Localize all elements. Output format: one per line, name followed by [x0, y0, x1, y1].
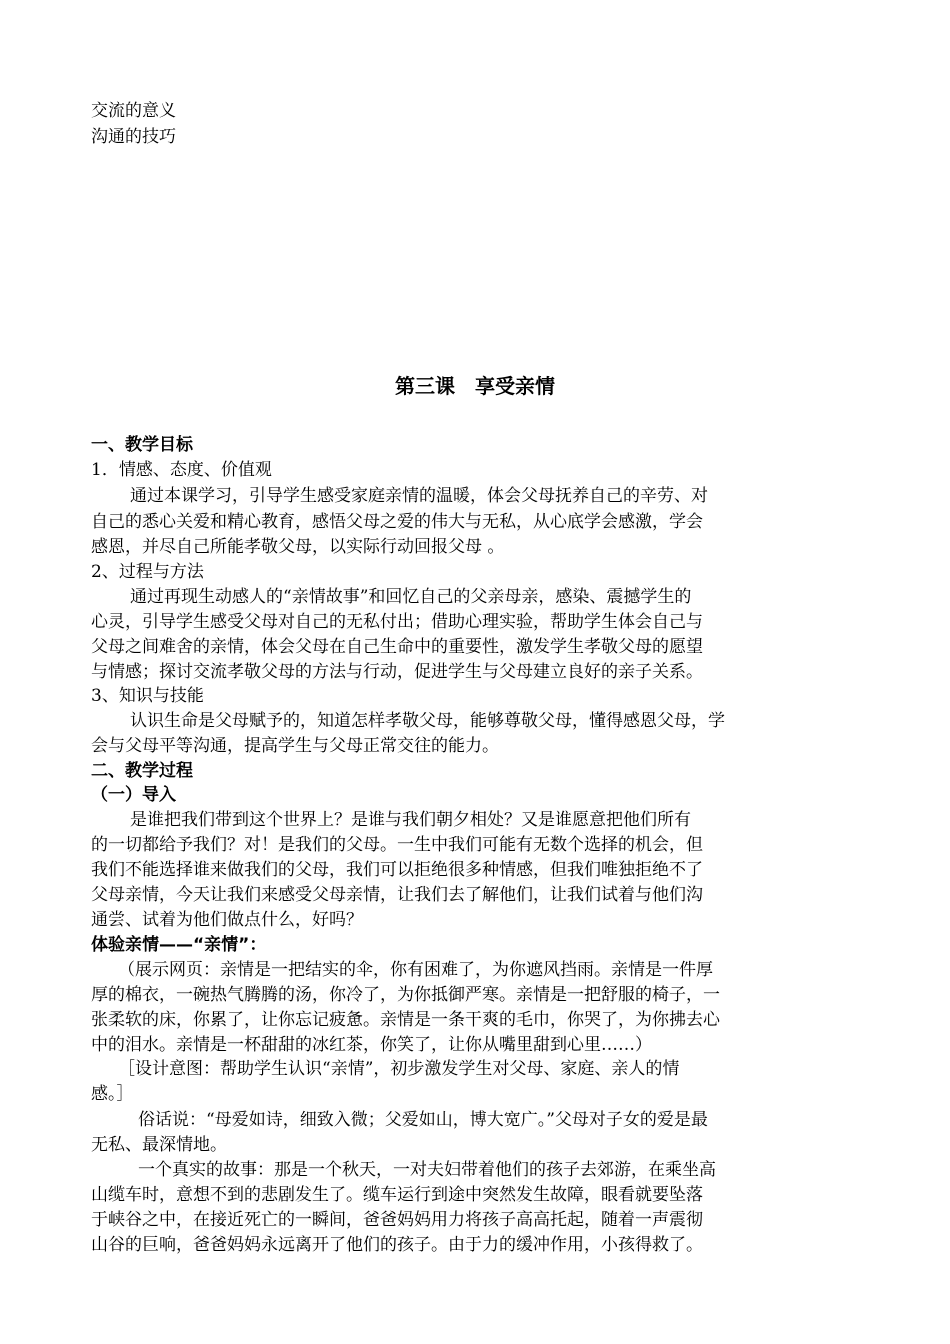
- paragraph-line: 厚的棉衣，一碗热气腾腾的汤，你冷了，为你抵御严寒。亲情是一把舒服的椅子，一: [91, 985, 720, 1005]
- paragraph-line: 通过再现生动感人的“亲情故事”和回忆自己的父亲母亲，感染、震撼学生的: [130, 587, 692, 607]
- paragraph-line: 山缆车时，意想不到的悲剧发生了。缆车运行到途中突然发生故障，眼看就要坠落: [91, 1185, 703, 1205]
- subheading-process: 2、过程与方法: [91, 562, 204, 582]
- paragraph-line: ［设计意图：帮助学生认识“亲情”，初步激发学生对父母、家庭、亲人的情: [118, 1059, 680, 1079]
- paragraph-line: 会与父母平等沟通，提高学生与父母正常交往的能力。: [91, 736, 499, 756]
- paragraph-line: 一个真实的故事：那是一个秋天，一对夫妇带着他们的孩子去郊游，在乘坐高: [138, 1160, 716, 1180]
- paragraph-line: 是谁把我们带到这个世界上？是谁与我们朝夕相处？又是谁愿意把他们所有: [130, 810, 691, 830]
- paragraph-line: （展示网页：亲情是一把结实的伞，你有困难了，为你遮风挡雨。亲情是一件厚: [118, 960, 713, 980]
- section-heading-goals: 一、教学目标: [91, 435, 193, 455]
- top-line-1: 交流的意义: [91, 101, 176, 121]
- paragraph-line: 父母之间难舍的亲情，体会父母在自己生命中的重要性，激发学生孝敬父母的愿望: [91, 637, 703, 657]
- paragraph-line: 中的泪水。亲情是一杯甜甜的冰红茶，你笑了，让你从嘴里甜到心里……）: [91, 1035, 652, 1055]
- paragraph-line: 于峡谷之中，在接近死亡的一瞬间，爸爸妈妈用力将孩子高高托起，随着一声震彻: [91, 1210, 703, 1230]
- subheading-knowledge: 3、知识与技能: [91, 686, 204, 706]
- experience-heading: 体验亲情——“亲情”：: [91, 935, 267, 955]
- paragraph-line: 山谷的巨响，爸爸妈妈永远离开了他们的孩子。由于力的缓冲作用，小孩得救了。: [91, 1235, 703, 1255]
- paragraph-line: 与情感；探讨交流孝敬父母的方法与行动，促进学生与父母建立良好的亲子关系。: [91, 662, 703, 682]
- paragraph-line: 通尝、试着为他们做点什么，好吗？: [91, 910, 363, 930]
- paragraph-line: 认识生命是父母赋予的，知道怎样孝敬父母，能够尊敬父母，懂得感恩父母，学: [130, 711, 725, 731]
- section-heading-process: 二、教学过程: [91, 761, 193, 781]
- paragraph-line: 俗话说：“母爱如诗，细致入微；父爱如山，博大宽广。”父母对子女的爱是最: [138, 1110, 708, 1130]
- paragraph-line: 无私、最深情地。: [91, 1135, 227, 1155]
- lesson-title: 第三课 享受亲情: [395, 374, 555, 398]
- paragraph-line: 自己的悉心关爱和精心教育，感悟父母之爱的伟大与无私，从心底学会感激，学会: [91, 512, 703, 532]
- paragraph-line: 我们不能选择谁来做我们的父母，我们可以拒绝很多种情感，但我们唯独拒绝不了: [91, 860, 703, 880]
- paragraph-line: 感恩，并尽自己所能孝敬父母，以实际行动回报父母 。: [91, 537, 505, 557]
- paragraph-line: 父母亲情，今天让我们来感受父母亲情，让我们去了解他们，让我们试着与他们沟: [91, 885, 703, 905]
- subheading-intro: （一）导入: [91, 785, 176, 805]
- top-line-2: 沟通的技巧: [91, 127, 176, 147]
- paragraph-line: 心灵，引导学生感受父母对自己的无私付出；借助心理实验，帮助学生体会自己与: [91, 612, 703, 632]
- paragraph-line: 感。］: [91, 1084, 134, 1104]
- paragraph-line: 张柔软的床，你累了，让你忘记疲惫。亲情是一条干爽的毛巾，你哭了，为你拂去心: [91, 1010, 720, 1030]
- paragraph-line: 的一切都给予我们？对！是我们的父母。一生中我们可能有无数个选择的机会，但: [91, 835, 703, 855]
- paragraph-line: 通过本课学习，引导学生感受家庭亲情的温暖，体会父母抚养自己的辛劳、对: [130, 486, 708, 506]
- subheading-emotion: 1．情感、态度、价值观: [91, 460, 272, 480]
